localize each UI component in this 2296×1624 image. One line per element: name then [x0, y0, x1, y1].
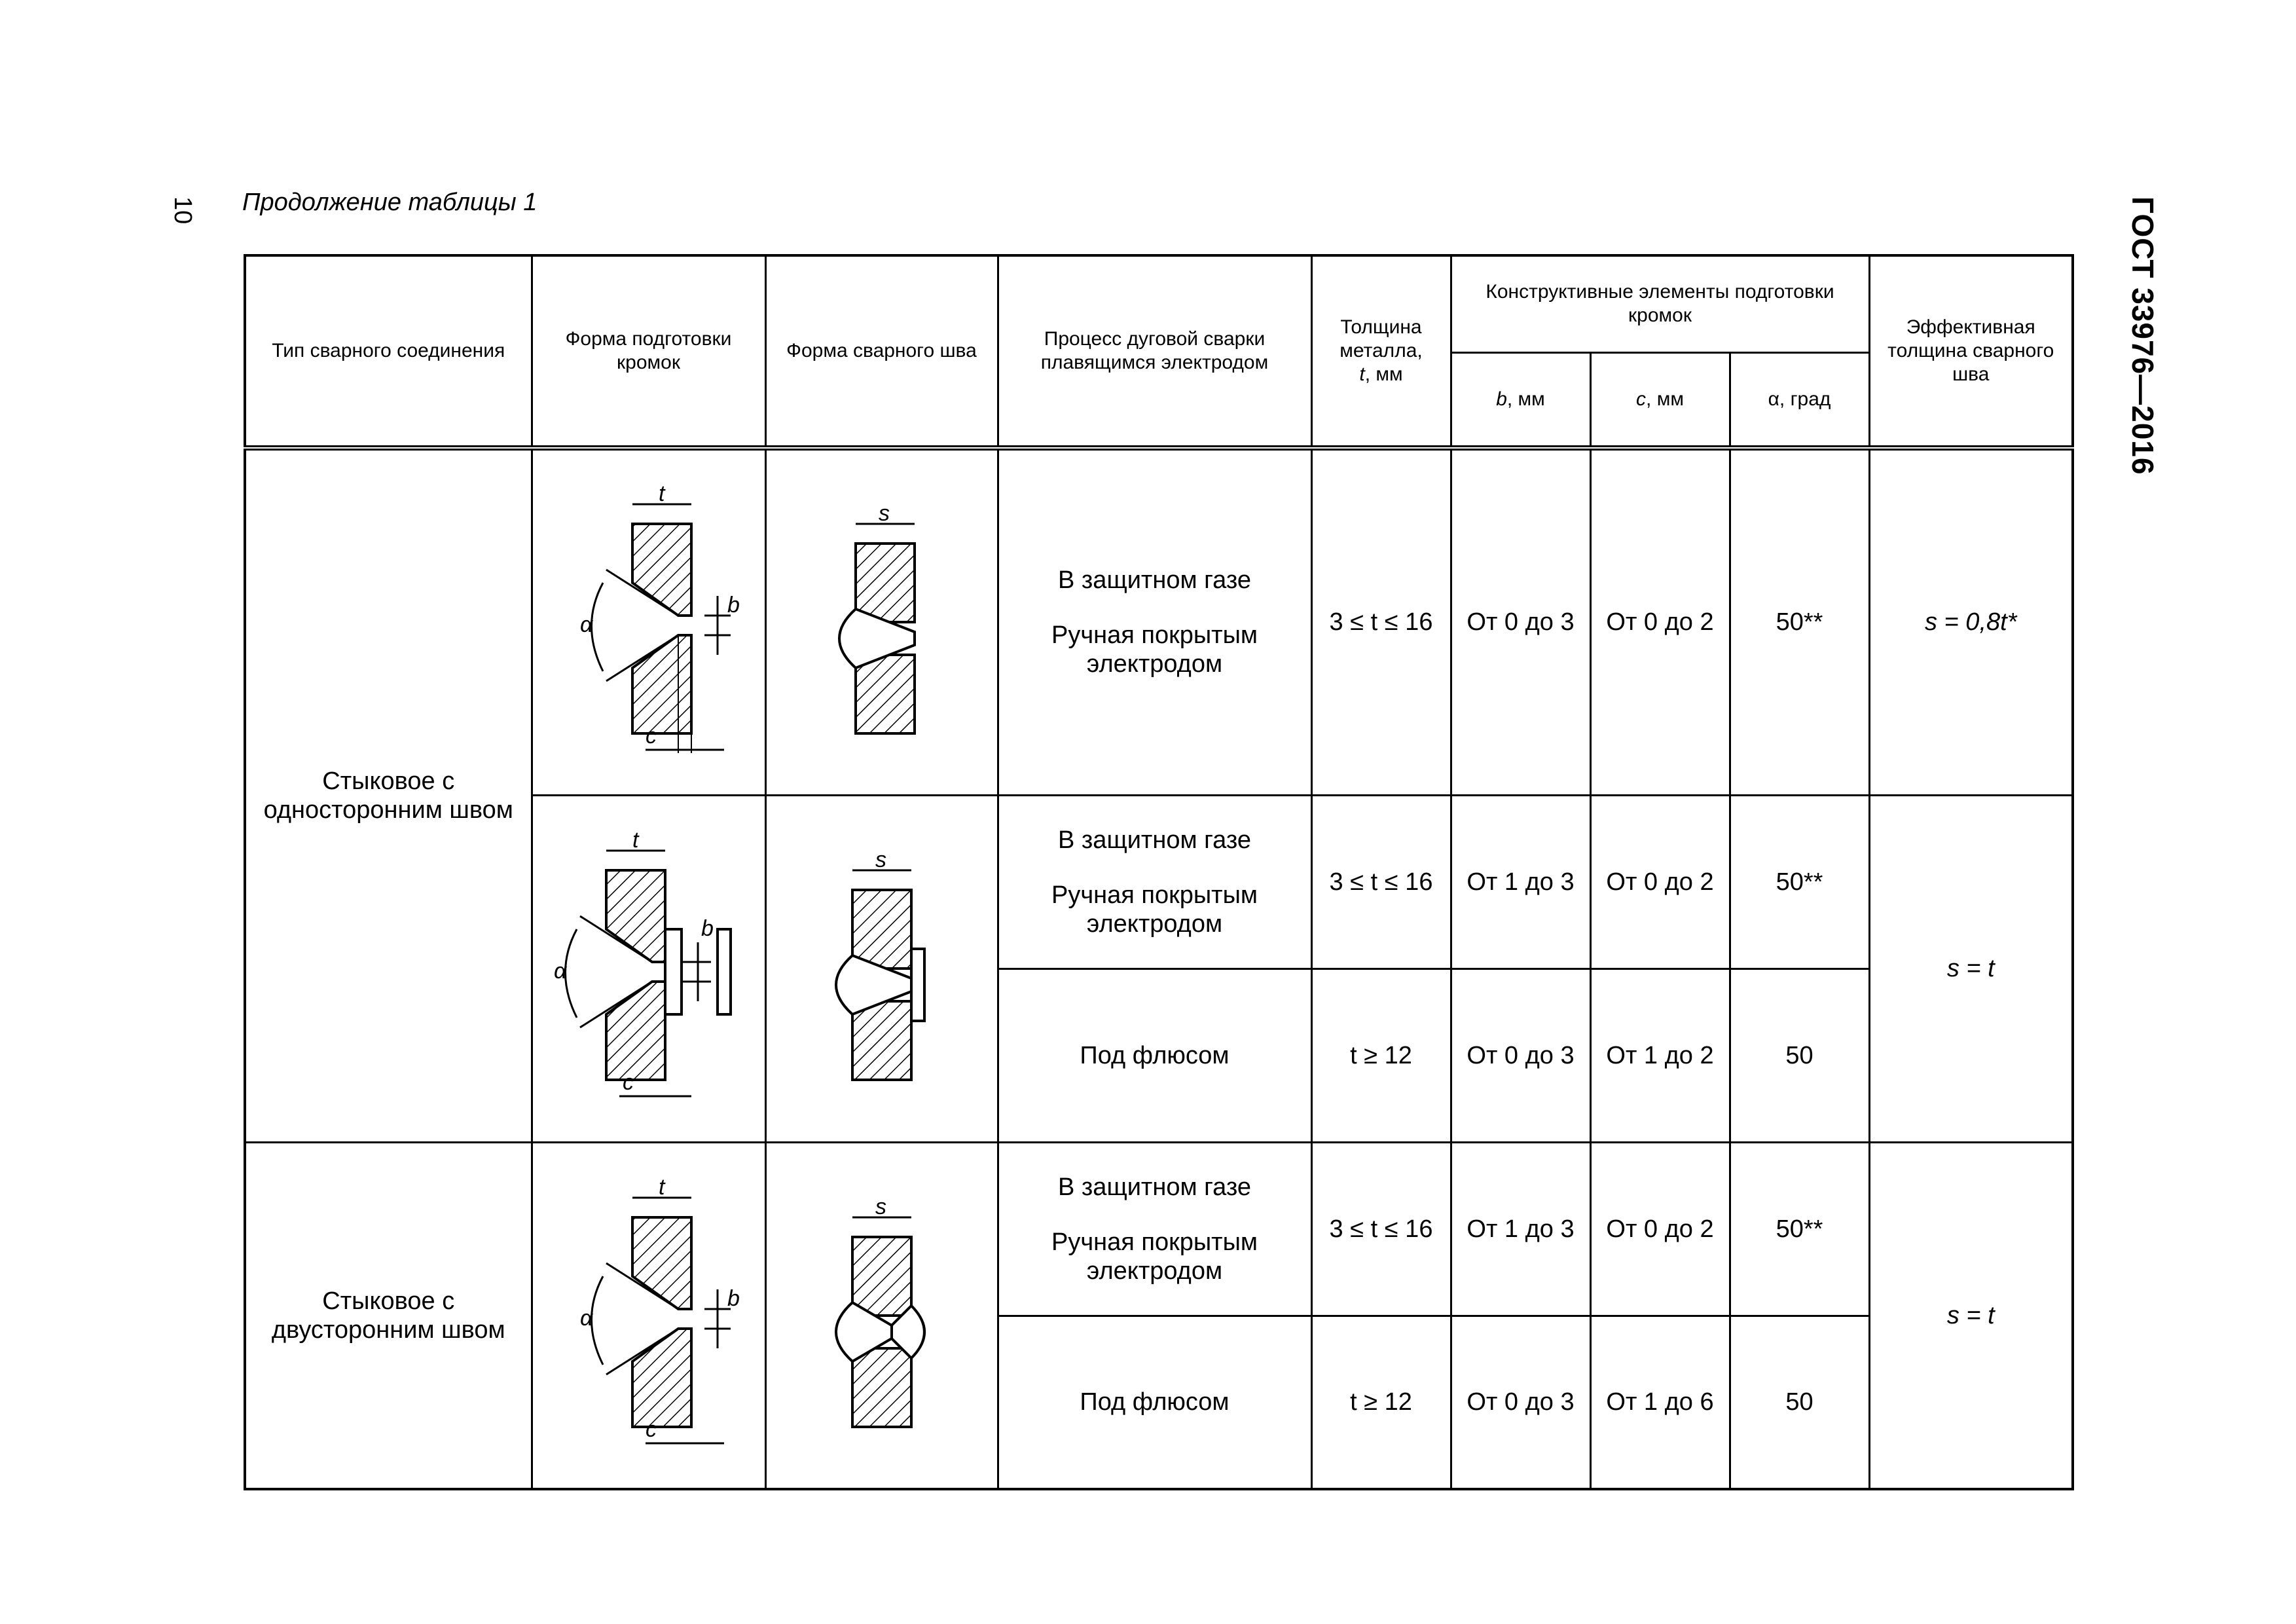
weld-shape-backing-diagram: [816, 851, 947, 1086]
header-thickness: Толщина металла, t, мм: [1311, 255, 1451, 448]
dim-label-s: s: [875, 851, 886, 872]
edge-prep-v-groove-backing-diagram: [541, 831, 757, 1106]
joint-type-one-sided: Стыковое с односторонним швом: [245, 448, 532, 1142]
b-cell: От 0 до 3: [1451, 969, 1590, 1142]
process-manual: Ручная покрытым электродом: [1051, 881, 1258, 938]
welding-table: [244, 254, 2074, 1490]
alpha-cell: 50: [1730, 969, 1869, 1142]
process-cell: [998, 1142, 1311, 1316]
weld-shape-figure-2: [765, 795, 998, 1142]
header-thickness-label: Толщина металла,: [1339, 316, 1423, 361]
table-caption: Продолжение таблицы 1: [242, 189, 538, 216]
c-cell: От 1 до 6: [1590, 1316, 1730, 1489]
dim-label-b: b: [727, 593, 740, 618]
header-constructive: Конструктивные элементы подготовки кромок: [1451, 255, 1869, 352]
thickness-cell: 3 ≤ t ≤ 16: [1311, 448, 1451, 795]
edge-prep-v-groove-diagram-2: [541, 1178, 757, 1453]
dim-label-b: b: [701, 916, 714, 941]
dim-label-c: c: [645, 724, 657, 749]
weld-shape-two-sided-diagram: [816, 1198, 947, 1433]
process-flux: Под флюсом: [998, 1316, 1311, 1489]
thickness-cell: t ≥ 12: [1311, 969, 1451, 1142]
alpha-cell: 50: [1730, 1316, 1869, 1489]
header-alpha: α, град: [1730, 352, 1869, 448]
process-flux: Под флюсом: [998, 969, 1311, 1142]
header-thickness-symbol: t: [1359, 363, 1365, 385]
effective-cell: s = t: [1869, 795, 2073, 1142]
effective-cell: s = 0,8t*: [1869, 448, 2073, 795]
process-gas: В защитном газе: [1057, 566, 1252, 595]
header-process: Процесс дуговой сварки плавящимся электродом: [998, 255, 1311, 448]
process-manual: Ручная покрытым электродом: [1051, 621, 1258, 678]
dim-label-alpha: α: [579, 612, 592, 638]
joint-type-two-sided: Стыковое с двусторонним швом: [245, 1142, 532, 1489]
header-weld-shape: Форма сварного шва: [765, 255, 998, 448]
weld-shape-figure-1: [765, 448, 998, 795]
c-cell: От 0 до 2: [1590, 795, 1730, 969]
header-edge-prep: Форма подготовки кромок: [532, 255, 765, 448]
alpha-cell: 50**: [1730, 1142, 1869, 1316]
thickness-cell: 3 ≤ t ≤ 16: [1311, 1142, 1451, 1316]
dim-label-b: b: [727, 1285, 740, 1311]
dim-label-t: t: [658, 485, 665, 507]
table-row: [245, 448, 2073, 795]
header-b-symbol: b: [1496, 388, 1507, 410]
edge-prep-figure-1: [532, 448, 765, 795]
page-number: 10: [169, 196, 196, 225]
header-c-symbol: c: [1636, 388, 1647, 410]
dim-label-c: c: [645, 1416, 657, 1442]
process-manual: Ручная покрытым электродом: [1051, 1228, 1258, 1285]
weld-shape-one-sided-diagram: [816, 504, 947, 740]
process-gas: В защитном газе: [1057, 1173, 1252, 1201]
b-cell: От 1 до 3: [1451, 795, 1590, 969]
edge-prep-figure-2: [532, 795, 765, 1142]
weld-shape-figure-3: [765, 1142, 998, 1489]
edge-prep-figure-3: [532, 1142, 765, 1489]
alpha-cell: 50**: [1730, 795, 1869, 969]
alpha-cell: 50**: [1730, 448, 1869, 795]
c-cell: От 1 до 2: [1590, 969, 1730, 1142]
process-gas: В защитном газе: [1057, 826, 1252, 854]
b-cell: От 0 до 3: [1451, 448, 1590, 795]
header-c: [1590, 352, 1730, 448]
dim-label-s: s: [878, 504, 890, 526]
header-joint-type: Тип сварного соединения: [245, 255, 532, 448]
dim-label-s: s: [875, 1197, 886, 1219]
process-cell: [998, 448, 1311, 795]
b-cell: От 0 до 3: [1451, 1316, 1590, 1489]
b-cell: От 1 до 3: [1451, 1142, 1590, 1316]
table-row: [245, 1142, 2073, 1316]
process-cell: [998, 795, 1311, 969]
header-b: [1451, 352, 1590, 448]
header-effective: Эффективная толщина сварного шва: [1869, 255, 2073, 448]
standard-number: ГОСТ 33976—2016: [2126, 196, 2160, 475]
c-cell: От 0 до 2: [1590, 448, 1730, 795]
edge-prep-v-groove-diagram: [541, 485, 757, 760]
dim-label-t: t: [658, 1177, 665, 1200]
header-b-unit: , мм: [1506, 388, 1545, 410]
dim-label-t: t: [632, 831, 638, 853]
header-thickness-unit: мм: [1376, 363, 1403, 385]
header-c-unit: , мм: [1646, 388, 1684, 410]
thickness-cell: t ≥ 12: [1311, 1316, 1451, 1489]
dim-label-alpha: α: [553, 959, 566, 984]
dim-label-alpha: α: [579, 1305, 592, 1331]
thickness-cell: 3 ≤ t ≤ 16: [1311, 795, 1451, 969]
c-cell: От 0 до 2: [1590, 1142, 1730, 1316]
dim-label-c: c: [622, 1070, 634, 1095]
effective-cell: s = t: [1869, 1142, 2073, 1489]
